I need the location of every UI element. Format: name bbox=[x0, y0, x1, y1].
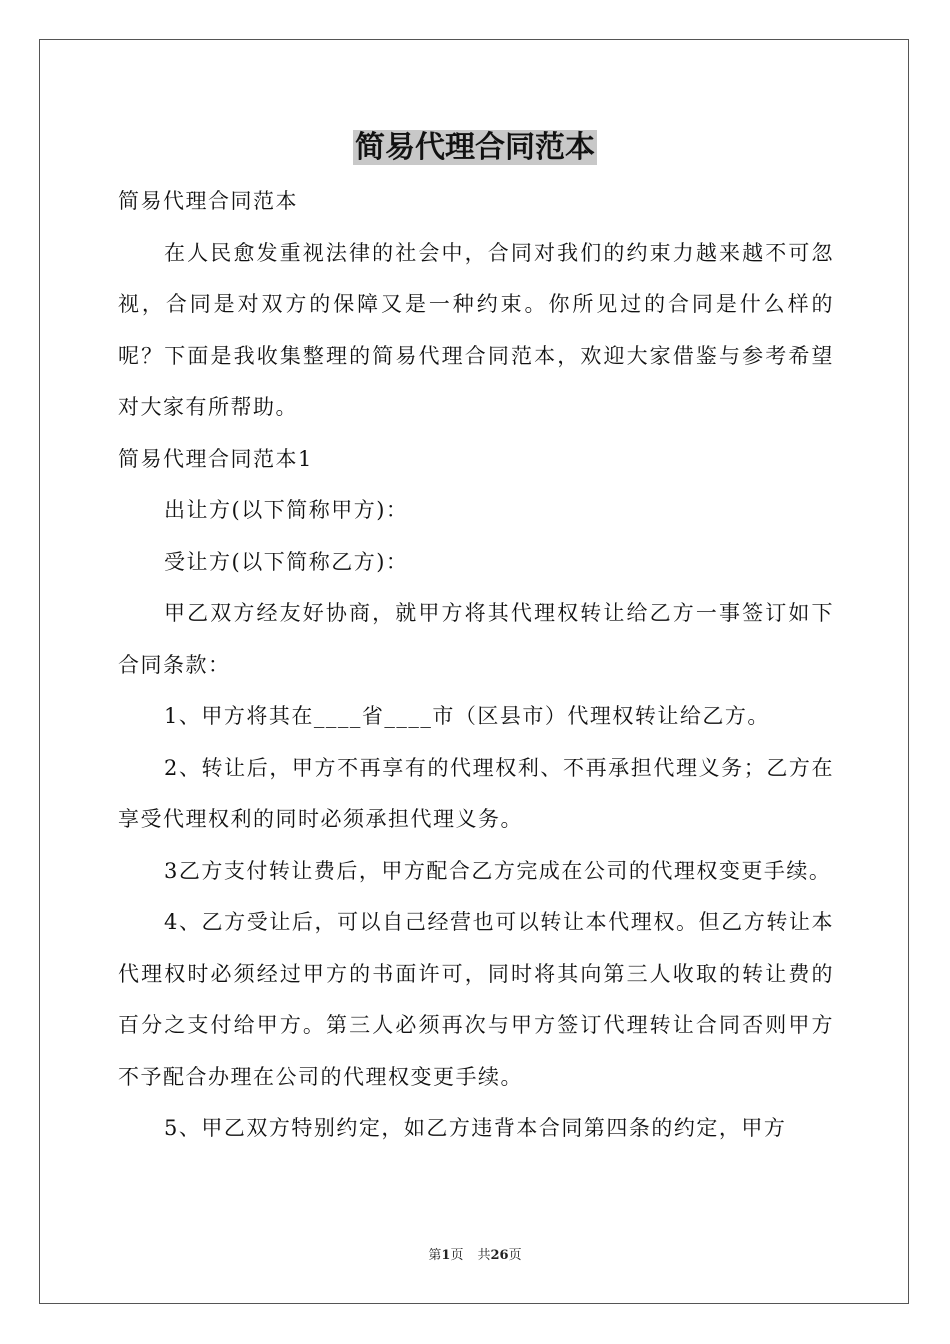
paragraph-3: 出让方(以下简称甲方)： bbox=[164, 498, 409, 522]
paragraph-9: 4、乙方受让后，可以自己经营也可以转让本代理权。但乙方转让本代理权时必须经过甲方的书面许可，同时将其向第三人收取的转让费的百分之支付给甲方。第三人必须再次与甲方签订代理转让合同否则甲方不予配合办理在公司的代理权变更手续。 bbox=[118, 910, 834, 1089]
document-body bbox=[118, 176, 834, 1155]
page-current: 1 bbox=[441, 1248, 451, 1263]
paragraph-4: 受让方(以下简称乙方)： bbox=[164, 549, 409, 574]
page-prefix: 第 bbox=[428, 1248, 442, 1263]
total-prefix: 共 bbox=[477, 1248, 491, 1263]
page-footer bbox=[0, 1247, 950, 1265]
paragraph-7: 2、转让后，甲方不再享有的代理权利、不再承担代理义务；乙方在享受代理权利的同时必须承担代理义务。 bbox=[118, 755, 834, 831]
paragraph-2: 简易代理合同范本1 bbox=[118, 446, 313, 471]
paragraph-8: 3乙方支付转让费后，甲方配合乙方完成在公司的代理权变更手续。 bbox=[164, 858, 832, 883]
total-unit: 页 bbox=[508, 1248, 522, 1263]
paragraph-0: 简易代理合同范本 bbox=[118, 189, 298, 213]
page-total: 26 bbox=[490, 1248, 509, 1263]
paragraph-1: 在人民愈发重视法律的社会中，合同对我们的约束力越来越不可忽视，合同是对双方的保障又是一种约束。你所见过的合同是什么样的呢？下面是我收集整理的简易代理合同范本，欢迎大家借鉴与参考希望对大家有所帮助。 bbox=[118, 240, 834, 419]
paragraph-6: 1、甲方将其在____省____市（区县市）代理权转让给乙方。 bbox=[164, 704, 770, 728]
document-title-text: 简易代理合同范本 bbox=[355, 130, 595, 165]
paragraph-10: 5、甲乙双方特别约定，如乙方违背本合同第四条的约定，甲方 bbox=[164, 1116, 787, 1140]
document-title bbox=[0, 128, 950, 168]
paragraph-5: 甲乙双方经友好协商，就甲方将其代理权转让给乙方一事签订如下合同条款： bbox=[118, 601, 834, 677]
page-unit: 页 bbox=[450, 1248, 464, 1263]
